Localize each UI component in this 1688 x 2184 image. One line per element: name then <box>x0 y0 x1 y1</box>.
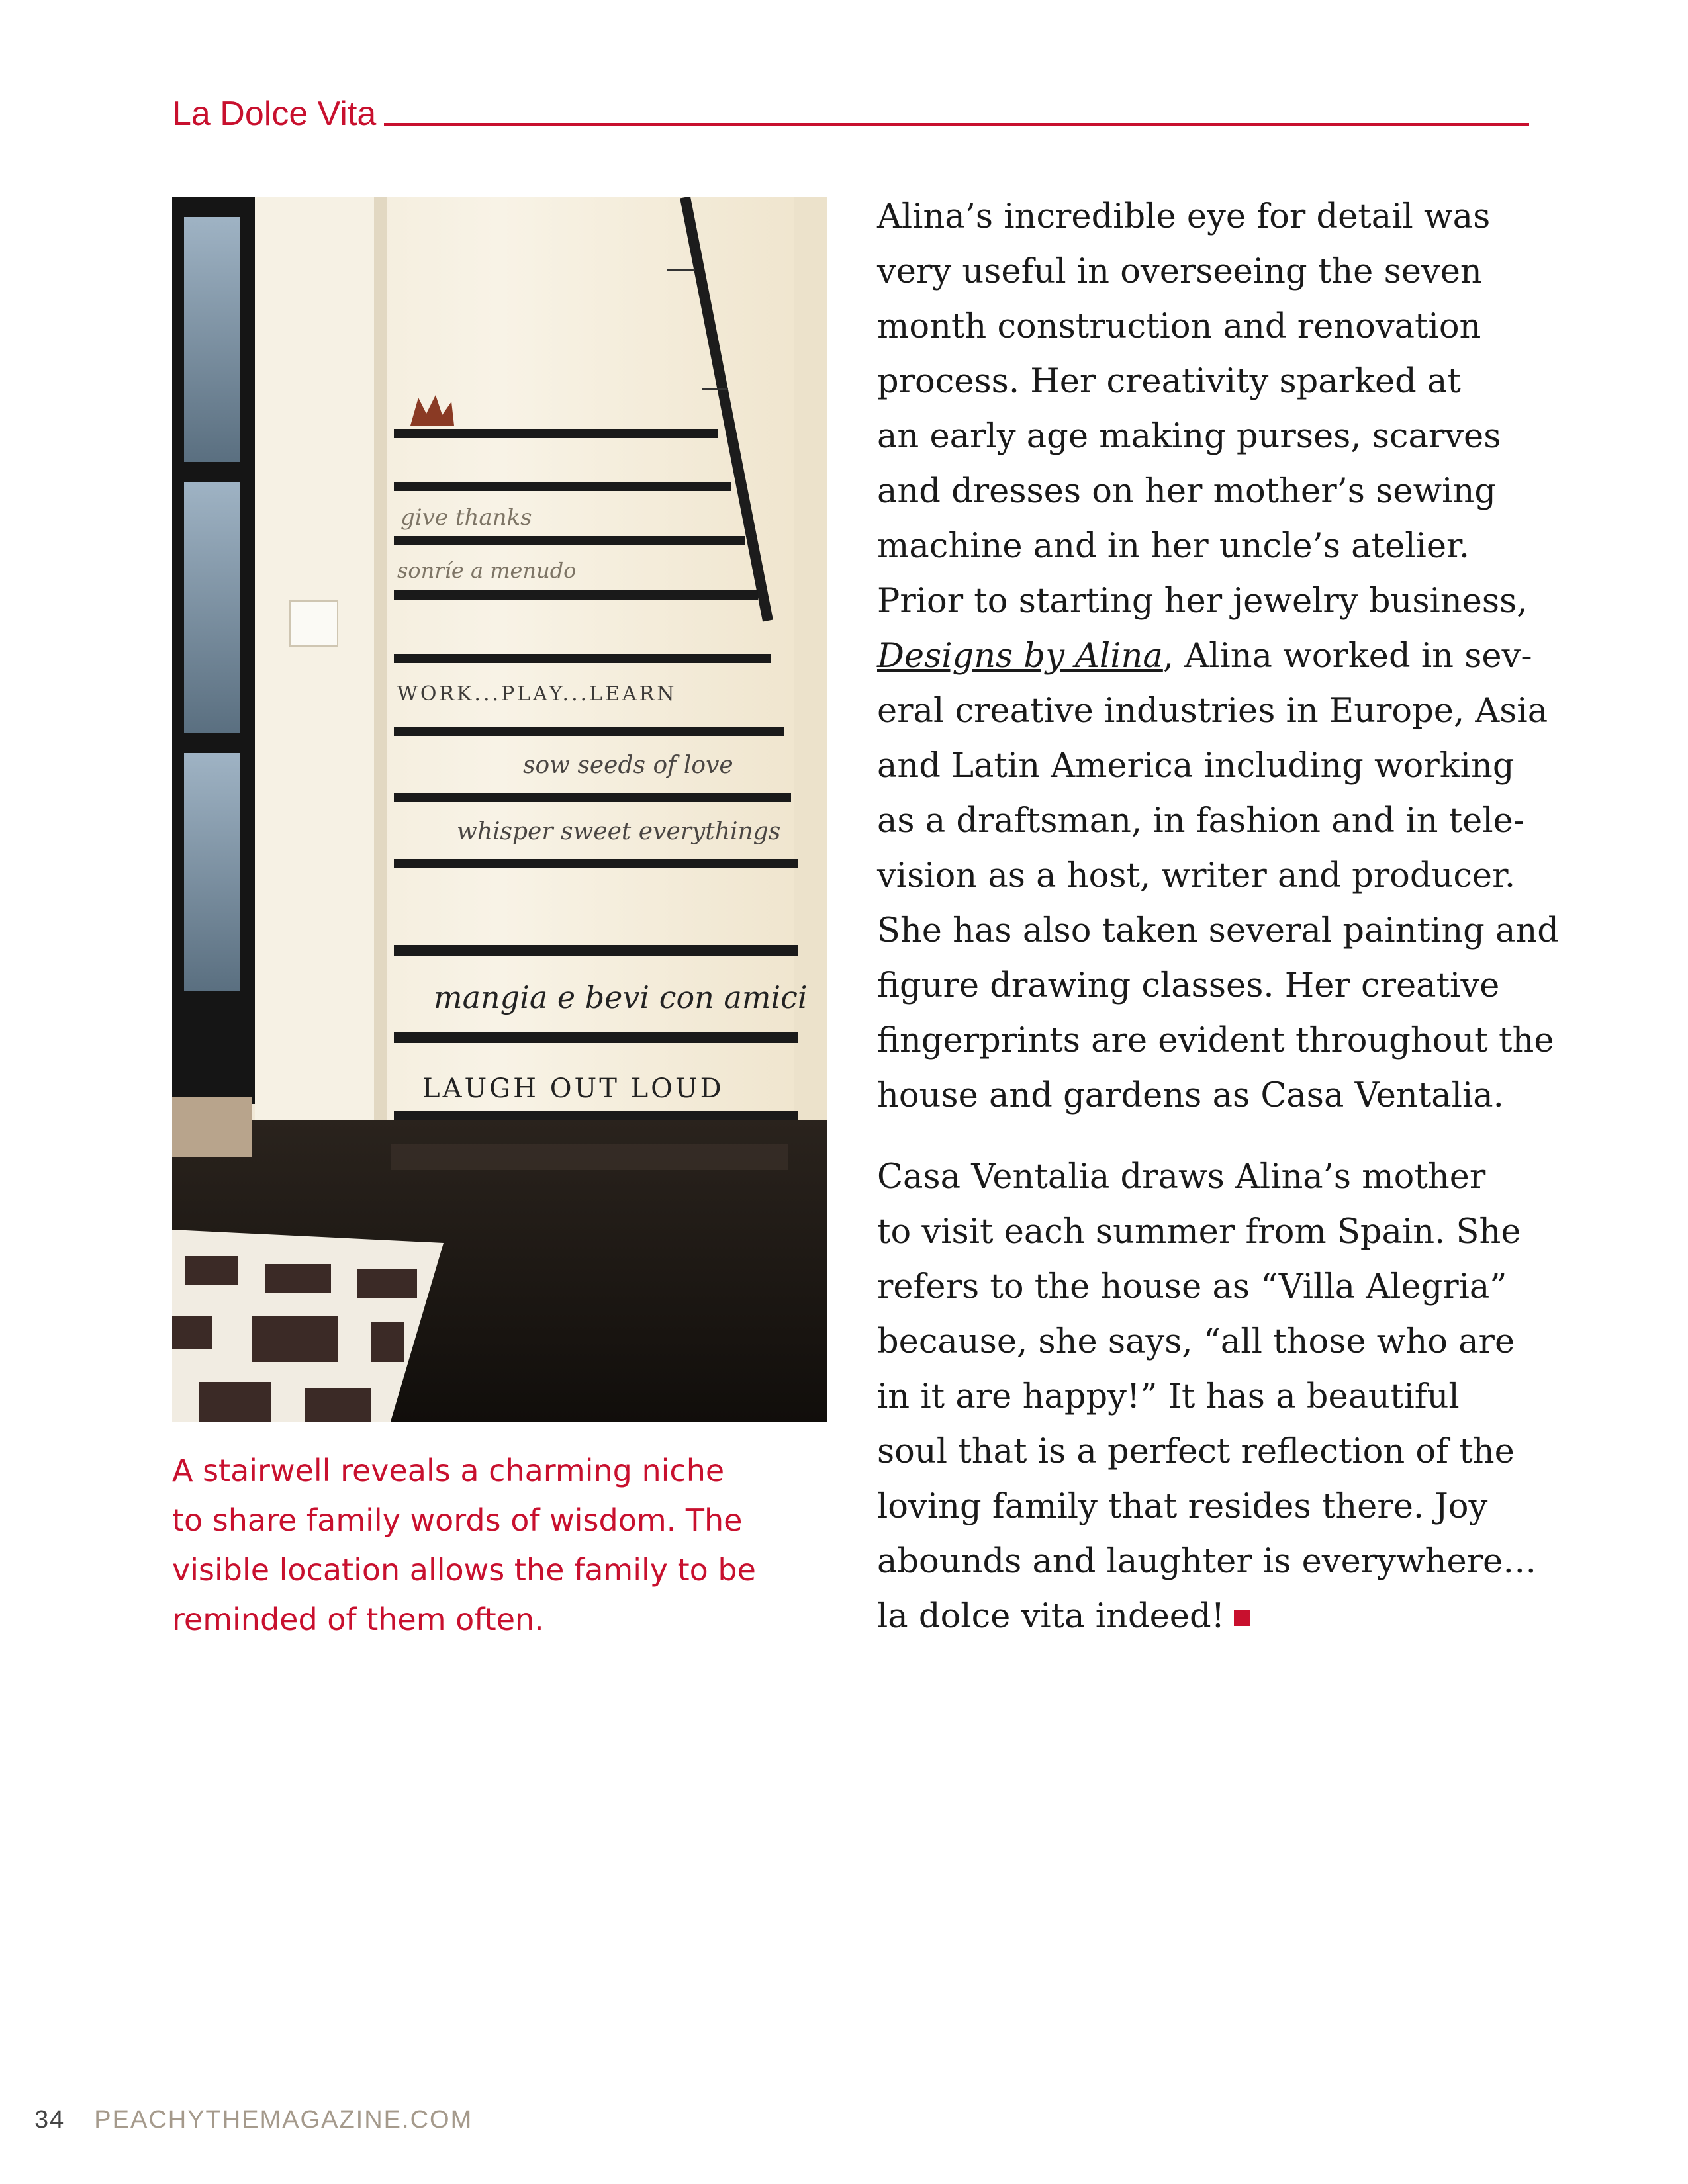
text-line: an early age making purses, scarves <box>877 417 1501 456</box>
text-line <box>877 629 1546 684</box>
step-phrase: give thanks <box>400 504 532 531</box>
text-line: vision as a host, writer and producer. <box>877 856 1516 895</box>
text-line: and dresses on her mother’s sewing <box>877 472 1496 511</box>
stairwell-photo <box>172 197 827 1422</box>
text-line: Casa Ventalia draws Alina’s mother <box>877 1158 1486 1197</box>
paragraph-2 <box>877 1150 1546 1644</box>
article-body <box>877 189 1559 1670</box>
photo-caption <box>172 1446 808 1645</box>
text-line: fingerprints are evident throughout the <box>877 1021 1554 1060</box>
header-rule <box>384 123 1529 126</box>
paragraph-1 <box>877 189 1559 1123</box>
text-line: She has also taken several painting and <box>877 911 1559 950</box>
text-line: to visit each summer from Spain. She <box>877 1212 1521 1251</box>
caption-line: reminded of them often. <box>172 1602 544 1637</box>
step-phrase: LAUGH OUT LOUD <box>422 1073 724 1104</box>
text-line: figure drawing classes. Her creative <box>877 966 1500 1005</box>
text-line: in it are happy!” It has a beautiful <box>877 1377 1460 1416</box>
step-phrase: mangia e bevi con amici <box>434 979 808 1015</box>
caption-line: visible location allows the family to be <box>172 1552 756 1588</box>
site-url[interactable]: PEACHYTHEMAGAZINE.COM <box>94 2106 473 2134</box>
text-line: house and gardens as Casa Ventalia. <box>877 1076 1504 1115</box>
step-phrase: sonríe a menudo <box>397 558 577 583</box>
text-line: month construction and renovation <box>877 307 1481 346</box>
text-line: loving family that resides there. Joy <box>877 1487 1488 1526</box>
text-line: soul that is a perfect reflection of the <box>877 1432 1515 1471</box>
closing-text: la dolce vita indeed! <box>877 1597 1225 1636</box>
end-of-article-square-icon <box>1234 1610 1250 1626</box>
text-line <box>877 1589 1546 1644</box>
text-line: process. Her creativity sparked at <box>877 362 1461 401</box>
text-line: Prior to starting her jewelry business, <box>877 582 1528 621</box>
step-phrase: whisper sweet everythings <box>457 818 781 845</box>
section-title: La Dolce Vita <box>172 95 377 133</box>
text-line: machine and in her uncle’s atelier. <box>877 527 1470 566</box>
page-number: 34 <box>34 2106 66 2134</box>
text-line: and Latin America including working <box>877 747 1515 786</box>
text-line: as a draftsman, in fashion and in tele- <box>877 801 1525 841</box>
text-line: refers to the house as “Villa Alegria” <box>877 1267 1507 1306</box>
designs-by-alina-link[interactable]: Designs by Alina <box>877 637 1163 676</box>
text-line: very useful in overseeing the seven <box>877 252 1482 291</box>
text-line: because, she says, “all those who are <box>877 1322 1515 1361</box>
text-line: eral creative industries in Europe, Asia <box>877 692 1548 731</box>
text-line: abounds and laughter is everywhere… <box>877 1542 1537 1581</box>
caption-line: to share family words of wisdom. The <box>172 1502 743 1538</box>
caption-line: A stairwell reveals a charming niche <box>172 1453 725 1488</box>
step-phrase: WORK...PLAY...LEARN <box>397 682 677 705</box>
page-footer <box>34 2106 473 2134</box>
step-phrase: sow seeds of love <box>523 752 733 779</box>
text-line: Alina’s incredible eye for detail was <box>877 197 1491 236</box>
link-trailing-text: , Alina worked in sev- <box>1162 637 1532 676</box>
